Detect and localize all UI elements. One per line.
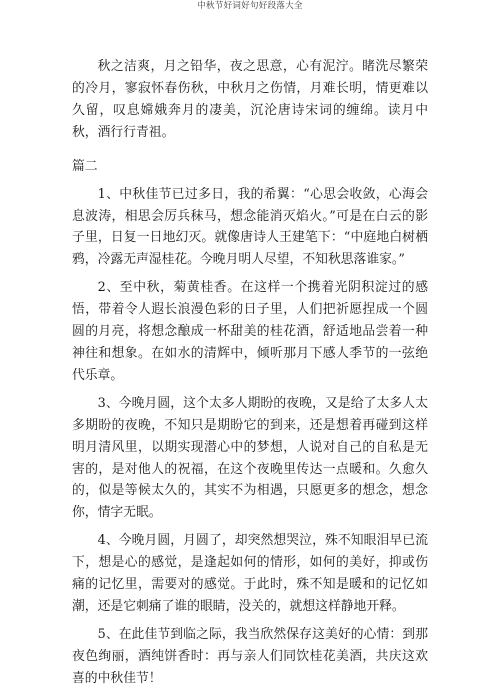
section-label: 篇二 [72,158,98,174]
list-item-3: 3、今晚月圆，这个太多人期盼的夜晚，又是给了太多人太多期盼的夜晚，不知只是期盼它的到来，还是想着再碰到这样明月清风里，以期实现潜心中的梦想，人说对自己的自私是无害的，是对他人的祝福，在这个夜晚里传达一点暖和。久愈久的，似是等候太久的，其实不为相遇，只愿更多的想念，想念你，情字无眠。 [72,395,428,521]
intro-paragraph: 秋之洁爽，月之铅华，夜之思意，心有泥泞。睹洗尽繁荣的冷月，寥寂怀春伤秋，中秋月之伤情，月难长明，情更难以久留，叹息嫦娥奔月的凄美，沉沦唐诗宋词的缠绵。读月中秋，酒行行青祖。 [72,59,428,140]
list-item-1: 1、中秋佳节已过多日，我的希翼：“心思会收敛，心海会息波涛，相思会厉兵秣马，想念能消灭焰火。”可是在白云的影子里，日复一日地幻灭。就像唐诗人王建笔下：“中庭地白树栖鸦，冷露无声湿桂花。今晚月明人尽望，不知秋思落谁家。” [72,186,428,268]
list-item-2: 2、至中秋，菊黄桂香。在这样一个携着光阴积淀过的感悟，带着令人遐长浪漫色彩的日子里，人们把祈愿捏成一个圆圆的月亮，将想念酿成一杯甜美的桂花酒，舒适地品尝着一种神往和想象。在如水的清辉中，倾听那月下感人季节的一弦绝代乐章。 [72,280,428,383]
document-body [72,56,428,690]
list-item-4: 4、今晚月圆，月圆了，却突然想哭泣，殊不知眼泪早已流下，想是心的感觉，是逢起如何的情形，如何的美好，抑或伤痛的记忆里，需要对的感觉。于此时，殊不知是暖和的记忆如潮，还是它刺痛了谁的眼睛，没关的，就想这样静地开释。 [72,533,428,614]
page-header: 中秋节好词好句好段落大全 [197,1,303,11]
list-item-5: 5、在此佳节到临之际，我当欣然保存这美好的心情：到那夜色绚丽，酒纯饼香时：再与亲人们同饮桂花美酒，共庆这欢喜的中秋佳节！ [72,626,428,686]
